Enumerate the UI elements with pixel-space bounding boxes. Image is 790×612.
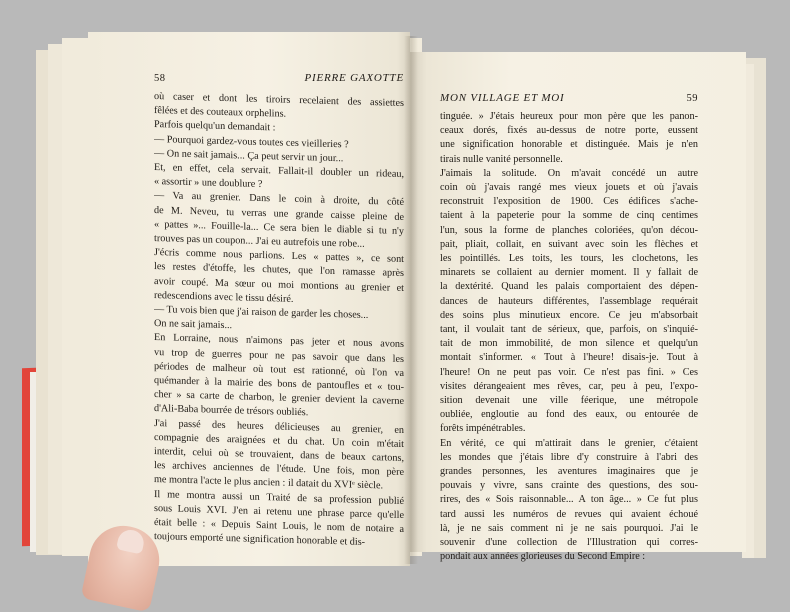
text-line: fêlées et des couteaux orphelins. [154,105,287,120]
text-line: ceaux dorés, fixés au-dessus de notre porte, eussent [440,125,698,137]
text-line: J'aimais la solitude. On m'avait concédé un autre [440,167,698,179]
text-line: — Tu vois bien que j'ai raison de garder les choses... [154,304,369,322]
text-line: tirais nulle vanité personnelle. [440,153,563,165]
text-line: reconstruit l'exposition de 1900. Ces édifices s'ache- [440,196,698,208]
text-line: de M. Neveu, tu verras une grande caisse pleine de [154,204,404,223]
text-line: là, je ne sais comment ni je ne sais pourquoi. J'ai le [440,522,698,534]
text-line: cher » sa carte de charbon, le grenier devient la caverne [154,389,404,408]
text-line: la dextérité. Quand les palais comportaient des dépen- [440,281,698,293]
text-line: tard aussi les numéros de revues qui avaient échoué [440,508,698,520]
text-line: coin où j'avais rangé mes vieux jouets et où j'avais [440,182,698,194]
text-line: rires, des « Sois raisonnable... A ton âge... » Ce fut plus [440,494,698,506]
text-line: était belle : « Depuis Saint Louis, le nom de notaire a [154,517,404,536]
text-line: En Lorraine, nous n'aimons pas jeter et nous avons [154,332,404,351]
text-line: Et, en effet, cela servait. Fallait-il doubler un rideau, [154,162,404,180]
text-line: J'écris comme nous parlions. Les « pattes », ce sont [154,247,404,266]
text-line: souvenir d'une collection de l'Illustration qui corres- [440,537,698,549]
text-line: une signification honorable et distinguée. Mais je n'en [440,139,698,151]
text-line: grandes personnes, les aventures imaginaires que je [440,466,698,478]
page-number: 58 [154,73,166,84]
text-line: « assortir » une doublure ? [154,176,263,191]
text-line: trouves pas un coupon... J'ai eu autrefois une robe... [154,233,365,250]
running-head-title: MON VILLAGE ET MOI [440,92,565,104]
text-line: pait, pliait, collait, en suivant avec soin les flèches et [440,238,698,250]
text-line: l'heure! On ne peut pas voir. Ce n'est pas fini. » Ces [440,366,698,378]
text-line: pouvais y vivre, sans crainte des questions, des sou- [440,480,698,492]
text-line: On ne sait jamais... [154,318,233,332]
text-line: montait s'informer. « Tout à l'heure! disais-je. Tout à [440,352,698,364]
text-line: les mondes que j'étais libre d'y construire à l'abri des [440,451,698,463]
text-line: les pointillés. Les toits, les tours, les clochetons, les [440,253,698,265]
text-line: tant, il voulait tant de sérieux, que, parfois, on s'inquié- [440,324,698,336]
text-line: « pattes »... Fouille-la... Ce sera bien le diable si tu n'y [154,218,404,237]
text-line: d'Ali-Baba bourrée de trésors oubliés. [154,403,309,419]
text-line: pondait aux années glorieuses du Second Empire : [440,551,646,563]
book-gutter [404,36,418,564]
text-line: où caser et dont les tiroirs recelaient des assiettes [154,91,404,109]
text-line: visites dérangeaient mes rêves, car, peu à peu, l'expo- [440,380,698,392]
left-page-text [154,90,404,549]
text-line: Il me montra aussi un Traité de sa profession publié [154,488,404,507]
text-line: périodes de malheur où tout est rationné, où l'on va [154,360,404,379]
running-head-title: PIERRE GAXOTTE [304,72,404,84]
text-line: me montra l'acte le plus ancien : il datait du XVIᵉ siècle. [154,474,384,492]
text-line: avoir coupé. Ma sœur ou moi montions au grenier et [154,275,404,294]
text-line: les archives anciennes de l'étude. Une fois, mon père [154,460,404,479]
text-line: oubliée, engloutie au fond des eaux, ou entourée de [440,409,698,421]
page-number: 59 [686,93,698,104]
text-line: — On ne sait jamais... Ça peut servir un jour... [154,147,344,165]
right-page [410,52,746,563]
text-line: vu trop de guerres pour ne pas savoir que dans les [154,346,404,365]
text-line: sous Louis XVI. J'en ai retenu une phrase parce qu'elle [154,502,404,521]
text-line: tinguée. » J'étais heureux pour mon père que les panon- [440,111,698,122]
text-line: l'un, sous la forme de planches coloriées, qu'on décou- [440,224,698,236]
text-line: — Va au grenier. Dans le coin à droite, du côté [154,190,404,209]
text-line: — Pourquoi gardez-vous toutes ces vieilleries ? [154,133,349,151]
text-line: En vérité, ce qui m'attirait dans le grenier, c'étaient [440,437,698,449]
text-line: des soins plus minutieux encore. Ce jeu m'absorbait [440,309,698,321]
text-line: tait de mon immobilité, de mon silence et quelqu'un [440,338,698,350]
text-line: compagnie des araignées et du chat. Un coin m'était [154,431,404,450]
left-page [88,32,410,566]
text-line: taient à la papeterie pour la somme de cinq centimes [440,210,698,222]
text-line: forêts impénétrables. [440,423,526,435]
text-line: J'ai passé des heures délicieuses au grenier, en [154,417,404,436]
text-line: minarets se collaient au dernier moment. Il y fallait de [440,267,698,279]
left-running-head [154,72,404,84]
text-line: redescendions avec le tissu désiré. [154,289,294,305]
text-line: dances de hauteurs différentes, l'assemblage requérait [440,295,698,307]
text-line: les restes d'étoffe, les chutes, que l'on ramasse après [154,261,404,280]
right-running-head [440,92,698,104]
text-line: Parfois quelqu'un demandait : [154,119,276,134]
text-line: sition devenait une ville féerique, une métropole [440,395,698,407]
right-page-text [440,110,698,565]
text-line: interdit, celui où se trouvaient, dans de beaux cartons, [154,446,404,465]
text-line: toujours emporté une signification honorable et dis- [154,531,366,549]
text-line: quémander à la mairie des bons de pantoufles et « tou- [154,375,404,394]
